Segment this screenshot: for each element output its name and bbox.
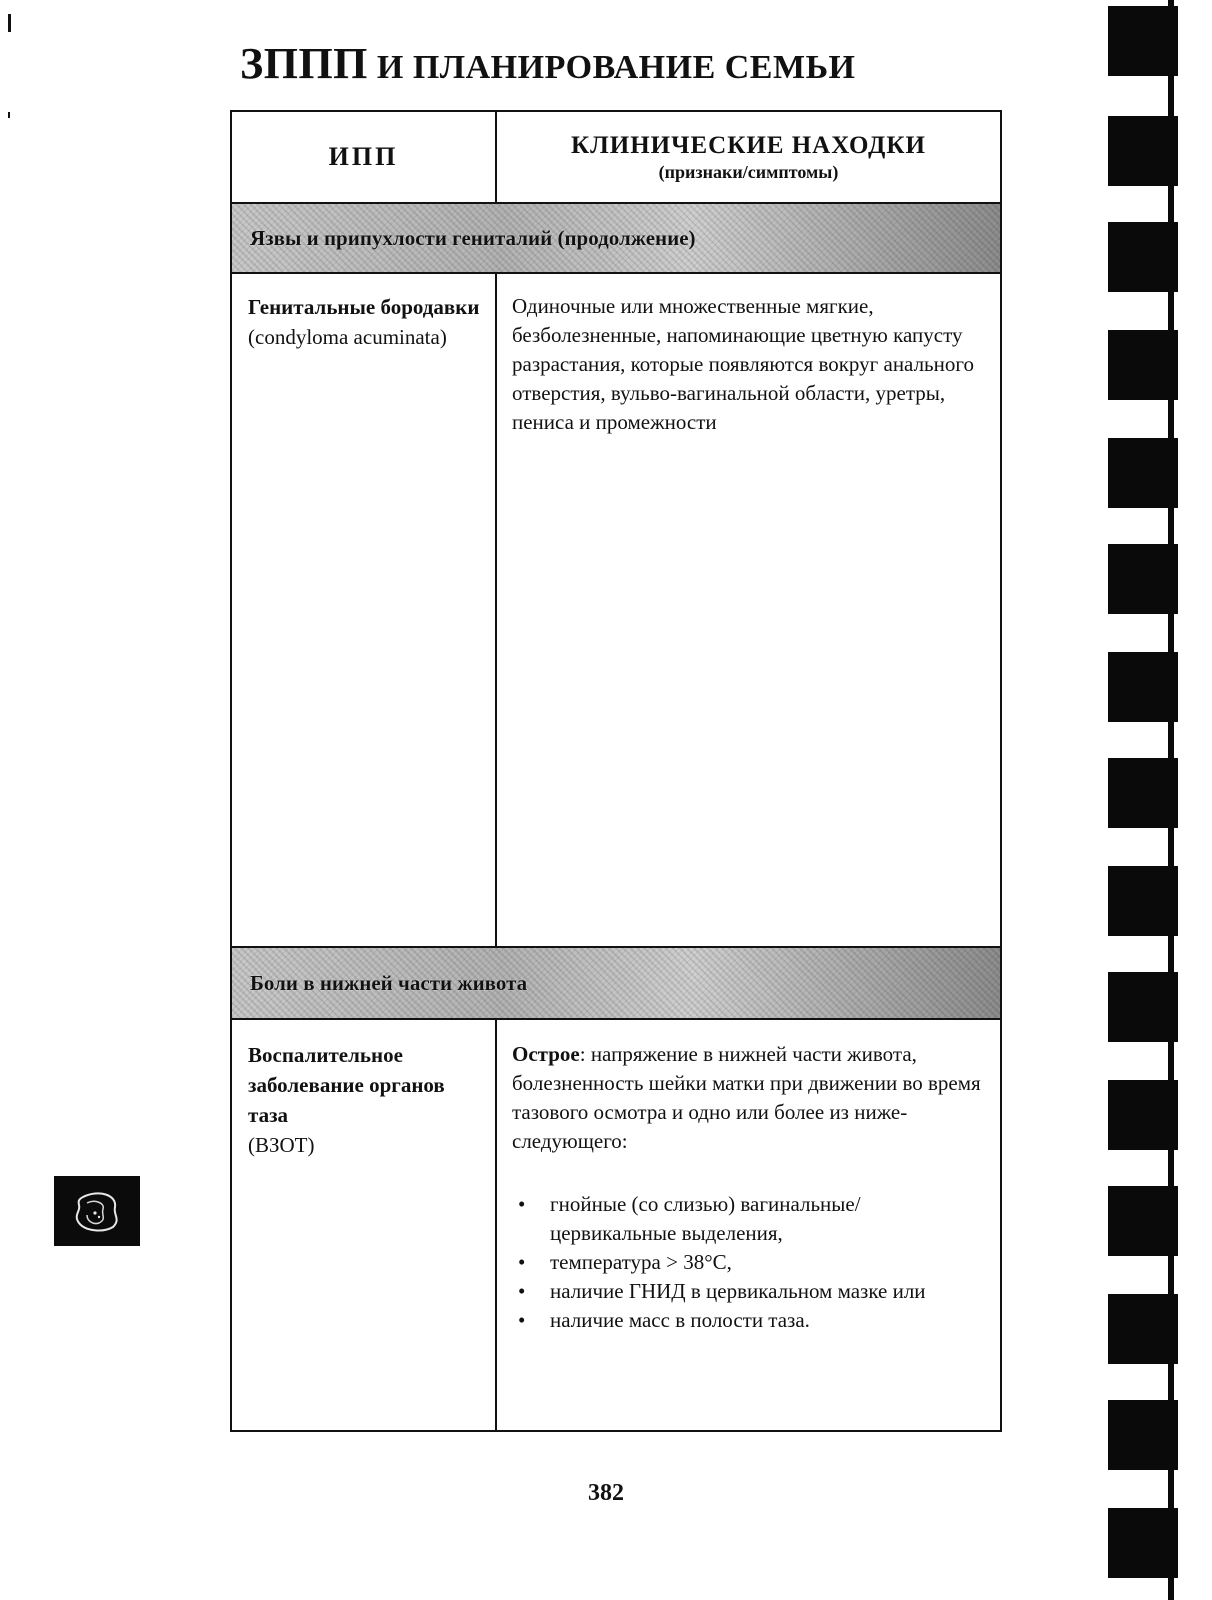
- binding-mark: [1108, 544, 1178, 614]
- page-title-abbr: ЗППП: [240, 39, 368, 88]
- section-band-lower-abdominal-pain: [232, 948, 1000, 1018]
- list-item: [512, 1306, 992, 1335]
- binding-mark: [1108, 1186, 1178, 1256]
- disease-name-bold: Генитальные бородавки: [248, 295, 480, 319]
- findings-text: : напряжение в нижней части живота, болезненность шейки матки при движении во время тазового осмотра и одно или более из ниже-следующего:: [512, 1042, 981, 1153]
- disease-name-genital-warts: [248, 292, 480, 352]
- column-header-findings-sub: (признаки/симптомы): [658, 161, 839, 182]
- binding-mark: [1108, 1400, 1178, 1470]
- band-divider: [232, 1018, 1000, 1020]
- binding-mark: [1108, 116, 1178, 186]
- list-item: [512, 1248, 992, 1277]
- binding-mark: [1108, 438, 1178, 508]
- findings-bullet-list: [512, 1190, 992, 1335]
- disease-name-abbr: (ВЗОТ): [248, 1133, 315, 1157]
- findings-genital-warts: Одиночные или множественные мягкие, безболезненные, напоминающие цветную капусту разрастания, которые появляются вокруг анального отверстия, вульво-вагинальной области, уретры, пениса и промежности: [512, 294, 974, 434]
- binding-mark: [1108, 1508, 1178, 1578]
- section-band-ulcers: [232, 204, 1000, 272]
- list-item: [512, 1277, 992, 1306]
- column-header-ipp: ИПП: [328, 142, 399, 171]
- scan-speck: [8, 14, 11, 32]
- clinical-findings-table: [230, 110, 1002, 1432]
- bullet-icon: •: [518, 1250, 526, 1274]
- findings-pid: [512, 1040, 992, 1335]
- disease-name-bold: Воспалительное заболевание органов таза: [248, 1043, 445, 1127]
- findings-lead: Острое: [512, 1042, 580, 1066]
- list-item-text: температура > 38°С,: [550, 1250, 732, 1274]
- column-header-findings: [497, 112, 1000, 202]
- scan-speck: [8, 112, 10, 118]
- column-header-findings-main: КЛИНИЧЕСКИЕ НАХОДКИ: [571, 131, 926, 159]
- binding-mark: [1108, 6, 1178, 76]
- list-item: [512, 1190, 992, 1248]
- bullet-icon: •: [518, 1308, 526, 1332]
- list-item-text: наличие ГНИД в цервикальном мазке или: [550, 1279, 926, 1303]
- bullet-icon: •: [518, 1279, 526, 1303]
- bullet-icon: •: [518, 1192, 526, 1216]
- column-divider: [495, 112, 497, 1430]
- binding-mark: [1108, 330, 1178, 400]
- disease-name-pid: [248, 1040, 480, 1160]
- page-title: [240, 38, 856, 89]
- binding-mark: [1108, 758, 1178, 828]
- swirl-icon: [69, 1189, 125, 1233]
- band-divider: [232, 272, 1000, 274]
- disease-name-latin: (condyloma acuminata): [248, 325, 447, 349]
- binding-mark: [1108, 1080, 1178, 1150]
- binding-mark: [1108, 866, 1178, 936]
- list-item-text: наличие масс в полости таза.: [550, 1308, 810, 1332]
- binding-mark: [1108, 1294, 1178, 1364]
- binding-mark: [1108, 222, 1178, 292]
- page-number: 382: [588, 1480, 624, 1506]
- page-title-rest: И ПЛАНИРОВАНИЕ СЕМЬИ: [367, 49, 856, 86]
- binding-mark: [1108, 972, 1178, 1042]
- section-band-label: Боли в нижней части живота: [250, 970, 528, 995]
- binding-mark: [1108, 652, 1178, 722]
- chapter-tab-icon: [54, 1176, 140, 1246]
- section-band-label: Язвы и припухлости гениталий (продолжение): [250, 225, 696, 250]
- findings-pid-intro: [512, 1040, 992, 1156]
- list-item-text: гнойные (со слизью) вагинальные/ цервикальные выделения,: [550, 1192, 861, 1245]
